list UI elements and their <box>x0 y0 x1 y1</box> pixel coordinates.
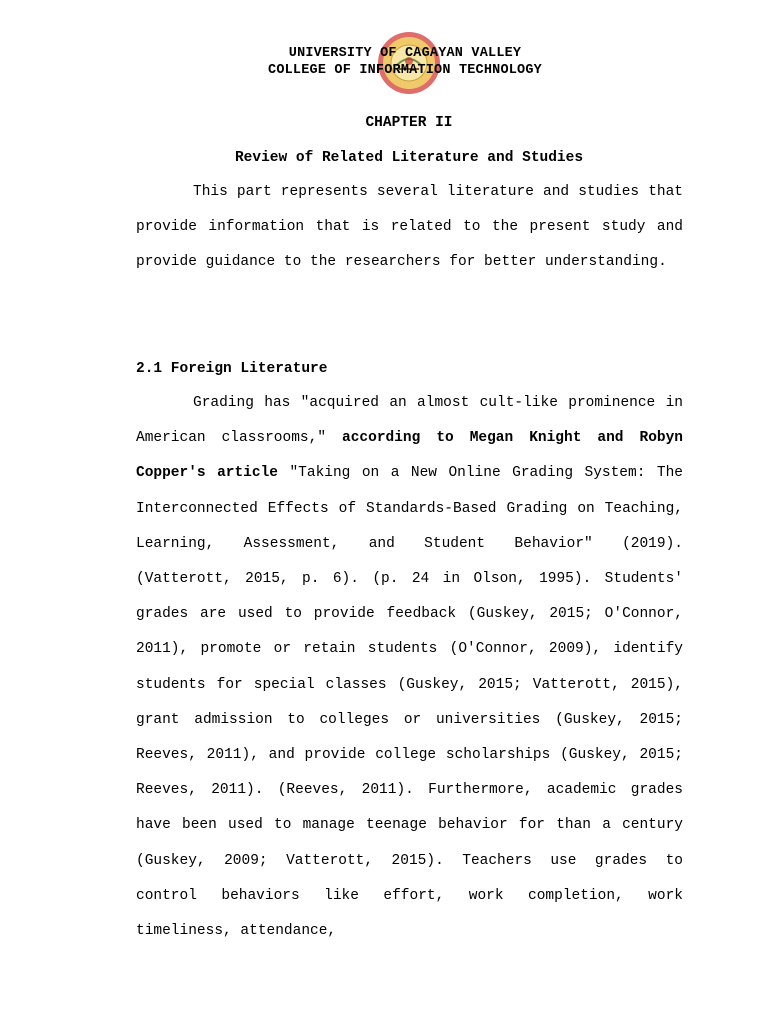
intro-paragraph <box>136 175 683 281</box>
foreign-literature-paragraph <box>136 386 683 949</box>
chapter-number: CHAPTER II <box>365 115 453 131</box>
chapter-title: Review of Related Literature and Studies <box>234 150 584 166</box>
paragraph-bold-attribution: according to Megan Knight and Robyn Copper's article <box>136 430 683 482</box>
paragraph-text-part2: "Taking on a New Online Grading System: The Interconnected Effects of Standards-Based Grading on Teaching, Learning, Assessment, and Student Behavior" (2019). (Vatterott, 2015, p. 6). (p. 24 in Olson, 1995). Students' grades are used to provide feedback (Guskey, 2015; O'Connor, 2011), promote or retain students (O'Connor, 2009), identify students for special classes (Guskey, 2015; Vatterott, 2015), grant admission to colleges or universities (Guskey, 2015; Reeves, 2011), and provide college scholarships (Guskey, 2015; Reeves, 2011). (Reeves, 2011). Furthermore, academic grades have been used to manage teenage behavior for than a century (Guskey, 2009; Vatterott, 2015). Teachers use grades to control behaviors like effort, work completion, work timeliness, attendance, <box>136 465 683 940</box>
intro-paragraph-text: This part represents several literature and studies that provide information that is related to the present study and provide guidance to the researchers for better understanding. <box>136 184 683 271</box>
university-name: UNIVERSITY OF CAGAYAN VALLEY <box>288 46 522 61</box>
college-name: COLLEGE OF INFORMATION TECHNOLOGY <box>268 63 542 78</box>
section-heading: 2.1 Foreign Literature <box>136 361 328 377</box>
paragraph-text-part1: Grading has "acquired an almost cult-like prominence in American classrooms," <box>136 395 683 447</box>
